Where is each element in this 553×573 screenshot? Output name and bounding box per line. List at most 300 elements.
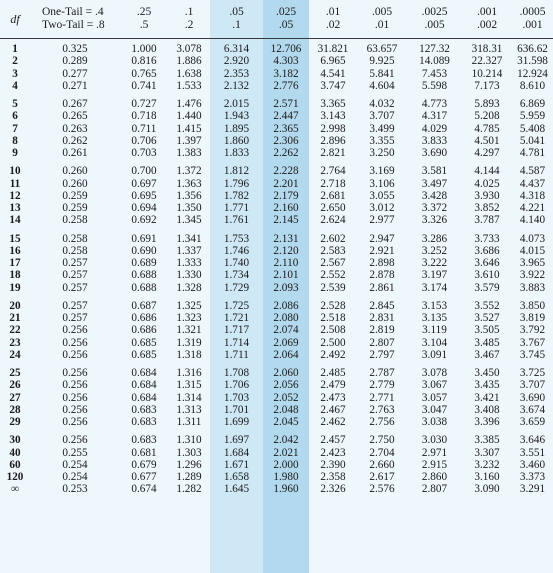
value-cell: 1.860 [223, 134, 250, 147]
value-cell: 1.895 [223, 122, 250, 135]
table-row [0, 39, 553, 56]
df-cell: 2 [12, 55, 18, 68]
value-cell: 9.925 [369, 55, 395, 68]
df-cell: 25 [9, 367, 21, 379]
value-cell: 0.256 [62, 379, 88, 392]
value-cell: 1.415 [176, 122, 202, 135]
value-cell: 2.831 [369, 312, 395, 324]
value-cell: 2.042 [273, 434, 299, 447]
value-cell: 1.734 [223, 269, 250, 282]
value-cell: 31.821 [317, 43, 349, 55]
value-cell: 7.453 [421, 67, 448, 80]
value-cell: 2.132 [223, 79, 250, 92]
value-cell: 2.080 [273, 312, 299, 324]
value-cell: 1.315 [176, 379, 202, 392]
alpha-header [168, 0, 210, 39]
value-cell: 4.587 [519, 165, 546, 178]
one-tail-value: .001 [476, 6, 498, 18]
value-cell: 1.310 [176, 434, 202, 447]
value-cell: 2.704 [369, 446, 395, 459]
value-cell: 2.797 [369, 348, 395, 361]
table-row [0, 428, 553, 446]
table-row [0, 202, 553, 214]
value-cell: 3.408 [474, 403, 500, 416]
value-cell: 3.610 [474, 269, 500, 282]
value-cell: 14.089 [419, 55, 450, 68]
value-cell: 1.323 [176, 312, 202, 324]
value-cell: 1.282 [176, 483, 202, 496]
table-row [0, 447, 553, 459]
value-cell: 1.372 [176, 165, 202, 178]
value-cell: 1.397 [176, 134, 202, 147]
value-cell: 3.505 [474, 324, 500, 337]
value-cell: 0.688 [131, 269, 157, 282]
table-row [0, 459, 553, 471]
value-cell: 1.725 [223, 299, 250, 312]
df-cell: 23 [9, 336, 21, 349]
value-cell: 0.258 [62, 232, 88, 245]
value-cell: 3.307 [474, 446, 500, 459]
value-cell: 3.707 [519, 379, 546, 392]
value-cell: 1.533 [176, 79, 202, 92]
alpha-header [210, 0, 263, 39]
value-cell: 5.408 [519, 122, 546, 135]
value-cell: 2.921 [369, 244, 395, 257]
value-cell: 5.893 [474, 98, 500, 110]
value-cell: 1.330 [176, 269, 202, 282]
value-cell: 0.325 [62, 43, 88, 55]
value-cell: 3.250 [369, 147, 395, 159]
value-cell: 2.764 [320, 165, 346, 178]
value-cell: 2.650 [320, 202, 346, 214]
value-cell: 0.685 [131, 336, 157, 349]
table-body [0, 39, 553, 496]
value-cell: 4.501 [474, 134, 500, 147]
value-cell: 0.816 [131, 55, 157, 68]
one-tail-value: .0025 [421, 6, 448, 18]
value-cell: 4.604 [369, 79, 395, 92]
table-row [0, 123, 553, 135]
df-cell: 18 [9, 269, 21, 282]
value-cell: 0.257 [62, 257, 88, 269]
value-cell: 3.030 [421, 434, 448, 447]
value-cell: 0.254 [62, 471, 88, 483]
value-cell: 0.260 [62, 165, 88, 178]
value-cell: 1.761 [223, 214, 250, 227]
value-cell: 3.460 [519, 458, 546, 471]
value-cell: 2.093 [273, 281, 299, 294]
value-cell: 3.497 [421, 177, 448, 190]
table-row [0, 416, 553, 428]
value-cell: 0.256 [62, 391, 88, 404]
value-cell: 2.045 [273, 416, 299, 428]
df-cell: 21 [9, 312, 21, 324]
value-cell: 3.467 [474, 348, 500, 361]
value-cell: 3.646 [519, 434, 546, 447]
value-cell: 3.792 [519, 324, 546, 337]
value-cell: 2.508 [320, 324, 346, 337]
two-tail-value: .001 [522, 19, 543, 31]
value-cell: 1.311 [176, 416, 202, 428]
value-cell: 3.551 [519, 446, 546, 459]
value-cell: 1.345 [176, 214, 202, 227]
df-cell: 120 [6, 471, 24, 483]
value-cell: 2.819 [369, 324, 395, 337]
value-cell: 4.221 [519, 202, 546, 214]
value-cell: 6.965 [320, 55, 346, 68]
value-cell: 2.000 [273, 458, 299, 471]
value-cell: 0.257 [62, 312, 88, 324]
value-cell: 1.960 [273, 483, 299, 496]
value-cell: 2.518 [320, 312, 346, 324]
value-cell: 0.255 [62, 446, 88, 459]
two-tail-value: .02 [325, 19, 341, 31]
df-cell: 17 [9, 257, 21, 269]
value-cell: 3.326 [421, 214, 448, 227]
value-cell: 0.256 [62, 367, 88, 379]
value-cell: 0.697 [131, 177, 157, 190]
two-tail-value: .002 [476, 19, 498, 31]
value-cell: 3.143 [320, 110, 346, 123]
value-cell: 3.106 [369, 177, 395, 190]
table-row [0, 190, 553, 202]
table-row [0, 324, 553, 336]
alpha-header [263, 0, 309, 39]
value-cell: 1.319 [176, 336, 202, 349]
value-cell: 3.485 [474, 336, 500, 349]
value-cell: 0.700 [131, 165, 157, 178]
value-cell: 0.260 [62, 177, 88, 190]
table-row [0, 245, 553, 257]
value-cell: 1.711 [224, 348, 249, 361]
value-cell: 2.617 [369, 471, 395, 483]
value-cell: 2.021 [273, 446, 299, 459]
value-cell: 1.645 [223, 483, 250, 496]
alpha-header [512, 0, 553, 39]
two-tail-value: .05 [278, 19, 294, 31]
value-cell: 1.476 [176, 98, 202, 110]
value-cell: 0.686 [131, 324, 157, 337]
value-cell: 2.485 [320, 367, 346, 379]
value-cell: 0.688 [131, 281, 157, 294]
value-cell: 3.745 [519, 348, 546, 361]
value-cell: 1.363 [176, 177, 202, 190]
value-cell: 2.262 [273, 147, 299, 159]
df-cell: 10 [9, 165, 21, 178]
value-cell: 0.262 [62, 134, 88, 147]
value-cell: 3.833 [421, 134, 448, 147]
value-cell: 2.539 [320, 281, 346, 294]
value-cell: 3.965 [519, 257, 546, 269]
value-cell: 3.182 [273, 67, 299, 80]
value-cell: 3.091 [421, 348, 448, 361]
df-cell: 7 [12, 122, 18, 135]
df-cell: 4 [12, 79, 18, 92]
value-cell: 2.567 [320, 257, 346, 269]
value-cell: 1.000 [131, 43, 157, 55]
value-cell: 2.920 [223, 55, 250, 68]
two-tail-value: .5 [139, 19, 149, 31]
value-cell: 5.841 [369, 67, 395, 80]
value-cell: 63.657 [366, 43, 398, 55]
value-cell: 0.259 [62, 189, 88, 202]
value-cell: 0.706 [131, 134, 157, 147]
value-cell: 3.922 [519, 269, 546, 282]
value-cell: 0.703 [131, 147, 157, 159]
value-cell: 3.067 [421, 379, 448, 392]
one-tail-value: .05 [229, 6, 244, 18]
value-cell: 2.660 [369, 458, 395, 471]
table-row [0, 257, 553, 269]
value-cell: 4.773 [421, 98, 448, 110]
value-cell: 3.930 [474, 189, 500, 202]
value-cell: 0.259 [62, 202, 88, 214]
value-cell: 2.467 [320, 403, 346, 416]
value-cell: 2.390 [320, 458, 346, 471]
value-cell: 1.729 [223, 281, 250, 294]
value-cell: 0.711 [131, 122, 157, 135]
value-cell: 0.679 [131, 458, 157, 471]
table-row [0, 227, 553, 245]
value-cell: 0.674 [131, 483, 157, 496]
value-cell: 3.421 [474, 391, 500, 404]
value-cell: 3.153 [421, 299, 448, 312]
alpha-header [357, 0, 407, 39]
value-cell: 2.306 [273, 134, 299, 147]
value-cell: 1.943 [223, 110, 250, 123]
value-cell: 10.214 [471, 67, 503, 80]
value-cell: 3.883 [519, 281, 546, 294]
value-cell: 0.265 [62, 110, 88, 123]
two-tail-label: Two-Tail = .8 [42, 19, 105, 31]
one-tail-value: .025 [275, 6, 297, 18]
one-tail-value: .005 [371, 6, 393, 18]
value-cell: 1.833 [223, 147, 250, 159]
table-row [0, 471, 553, 483]
value-cell: 2.947 [369, 232, 395, 245]
value-cell: 1.699 [223, 416, 250, 428]
value-cell: 0.765 [131, 67, 157, 80]
value-cell: 8.610 [519, 79, 546, 92]
value-cell: 1.721 [223, 312, 250, 324]
value-cell: 1.703 [223, 391, 250, 404]
value-cell: 0.691 [131, 232, 157, 245]
value-cell: 3.435 [474, 379, 500, 392]
value-cell: 1.812 [223, 165, 250, 178]
value-cell: 3.169 [369, 165, 395, 178]
two-tail-value: .01 [374, 19, 390, 31]
df-cell: 29 [9, 416, 21, 428]
value-cell: 2.086 [273, 299, 299, 312]
table-row [0, 147, 553, 159]
df-cell: ∞ [11, 483, 19, 496]
one-tail-label: One-Tail = .4 [42, 6, 104, 18]
value-cell: 3.174 [421, 281, 448, 294]
value-cell: 2.576 [369, 483, 395, 496]
value-cell: 3.819 [519, 312, 546, 324]
value-cell: 1.303 [176, 446, 202, 459]
table-row [0, 312, 553, 324]
df-cell: 6 [12, 110, 18, 123]
value-cell: 2.074 [273, 324, 299, 337]
value-cell: 31.598 [517, 55, 548, 68]
value-cell: 2.056 [273, 379, 299, 392]
value-cell: 2.160 [273, 202, 299, 214]
table-row [0, 110, 553, 122]
value-cell: 1.980 [273, 471, 299, 483]
value-cell: 2.326 [320, 483, 346, 496]
value-cell: 0.261 [62, 147, 88, 159]
value-cell: 2.896 [320, 134, 346, 147]
value-cell: 0.692 [131, 214, 157, 227]
value-cell: 3.385 [474, 434, 500, 447]
value-cell: 1.318 [176, 348, 202, 361]
df-cell: 15 [9, 232, 21, 245]
value-cell: 3.767 [519, 336, 546, 349]
value-cell: 2.860 [421, 471, 448, 483]
value-cell: 4.297 [474, 147, 500, 159]
table-row [0, 483, 553, 495]
table-row [0, 80, 553, 92]
value-cell: 2.052 [273, 391, 299, 404]
value-cell: 3.232 [474, 458, 500, 471]
value-cell: 7.173 [474, 79, 500, 92]
df-cell: 1 [12, 43, 18, 55]
value-cell: 2.365 [273, 122, 299, 135]
value-cell: 0.254 [62, 458, 88, 471]
value-cell: 1.313 [176, 403, 202, 416]
value-cell: 2.845 [369, 299, 395, 312]
value-cell: 0.681 [131, 446, 157, 459]
two-tail-value: .1 [232, 19, 241, 31]
table-row [0, 337, 553, 349]
value-cell: 318.31 [471, 43, 503, 55]
df-cell: 12 [9, 189, 21, 202]
value-cell: 1.740 [223, 257, 250, 269]
value-cell: 2.915 [421, 458, 448, 471]
table-row [0, 294, 553, 312]
value-cell: 0.271 [62, 79, 88, 92]
value-cell: 2.110 [273, 257, 299, 269]
one-tail-value: .01 [325, 6, 341, 18]
alpha-header [309, 0, 357, 39]
value-cell: 3.499 [369, 122, 395, 135]
value-cell: 2.500 [320, 336, 346, 349]
value-cell: 2.528 [320, 299, 346, 312]
value-cell: 2.681 [320, 189, 346, 202]
value-cell: 4.140 [519, 214, 546, 227]
value-cell: 3.012 [369, 202, 395, 214]
value-cell: 5.598 [421, 79, 448, 92]
value-cell: 1.684 [223, 446, 250, 459]
value-cell: 0.256 [62, 324, 88, 337]
value-cell: 2.064 [273, 348, 299, 361]
value-cell: 2.602 [320, 232, 346, 245]
value-cell: 1.796 [223, 177, 250, 190]
value-cell: 3.646 [474, 257, 500, 269]
value-cell: 3.787 [474, 214, 500, 227]
value-cell: 0.256 [62, 416, 88, 428]
table-row [0, 68, 553, 80]
value-cell: 2.861 [369, 281, 395, 294]
value-cell: 3.222 [421, 257, 448, 269]
value-cell: 2.120 [273, 244, 299, 257]
value-cell: 2.060 [273, 367, 299, 379]
value-cell: 2.358 [320, 471, 346, 483]
value-cell: 2.145 [273, 214, 299, 227]
value-cell: 0.741 [131, 79, 157, 92]
value-cell: 2.101 [273, 269, 299, 282]
value-cell: 2.479 [320, 379, 346, 392]
value-cell: 0.277 [62, 67, 88, 80]
value-cell: 3.047 [421, 403, 448, 416]
df-cell: 13 [9, 202, 21, 214]
value-cell: 1.350 [176, 202, 202, 214]
df-cell: 5 [12, 98, 18, 110]
value-cell: 2.998 [320, 122, 346, 135]
df-cell: 20 [9, 299, 21, 312]
value-cell: 4.029 [421, 122, 448, 135]
value-cell: 3.527 [474, 312, 500, 324]
value-cell: 2.457 [320, 434, 346, 447]
value-cell: 2.583 [320, 244, 346, 257]
value-cell: 1.316 [176, 367, 202, 379]
value-cell: 0.695 [131, 189, 157, 202]
value-cell: 1.658 [223, 471, 250, 483]
value-cell: 1.782 [223, 189, 250, 202]
value-cell: 6.869 [519, 98, 546, 110]
table-row [0, 214, 553, 226]
value-cell: 3.690 [421, 147, 448, 159]
table-row [0, 55, 553, 67]
value-cell: 0.683 [131, 434, 157, 447]
value-cell: 0.727 [131, 98, 157, 110]
value-cell: 2.462 [320, 416, 346, 428]
alpha-header [407, 0, 462, 39]
value-cell: 2.492 [320, 348, 346, 361]
value-cell: 0.684 [131, 391, 157, 404]
value-cell: 3.674 [519, 403, 546, 416]
df-cell: 28 [9, 403, 21, 416]
value-cell: 1.746 [223, 244, 250, 257]
value-cell: 0.267 [62, 98, 88, 110]
value-cell: 5.041 [519, 134, 546, 147]
value-cell: 2.179 [273, 189, 299, 202]
value-cell: 1.383 [176, 147, 202, 159]
value-cell: 4.303 [273, 55, 299, 68]
value-cell: 1.717 [223, 324, 250, 337]
value-cell: 3.291 [519, 483, 546, 496]
one-tail-value: .25 [136, 6, 152, 18]
value-cell: 2.898 [369, 257, 395, 269]
value-cell: 3.690 [519, 391, 546, 404]
value-cell: 3.373 [519, 471, 546, 483]
value-cell: 0.263 [62, 122, 88, 135]
value-cell: 2.131 [273, 232, 299, 245]
value-cell: 127.32 [419, 43, 450, 55]
value-cell: 0.683 [131, 416, 157, 428]
value-cell: 3.135 [421, 312, 448, 324]
value-cell: 2.771 [369, 391, 395, 404]
df-cell: 14 [9, 214, 21, 227]
value-cell: 2.878 [369, 269, 395, 282]
value-cell: 0.686 [131, 312, 157, 324]
two-tail-value: .2 [184, 19, 194, 31]
value-cell: 2.763 [369, 403, 395, 416]
value-cell: 2.447 [273, 110, 299, 123]
value-cell: 1.671 [223, 458, 250, 471]
value-cell: 2.015 [223, 98, 250, 110]
